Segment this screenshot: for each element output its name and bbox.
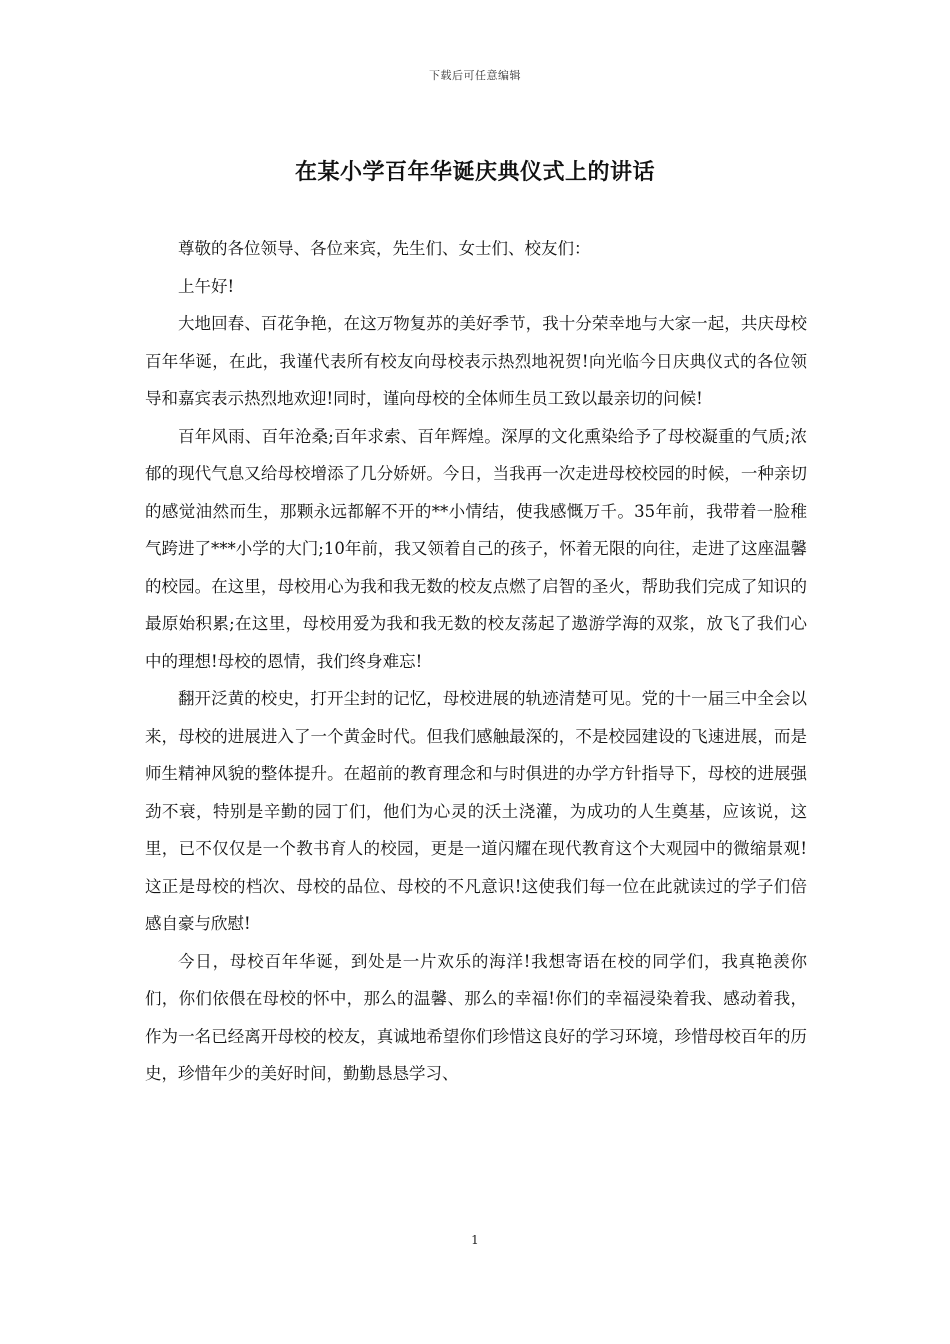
document-title: 在某小学百年华诞庆典仪式上的讲话 (294, 159, 655, 185)
paragraph: 百年风雨、百年沧桑;百年求索、百年辉煌。深厚的文化熏染给予了母校凝重的气质;浓郁的现代气息又给母校增添了几分娇妍。今日，当我再一次走进母校校园的时候，一种亲切的感觉油然而生，那颗永远都解不开的**小情结，使我感慨万千。35年前，我带着一脸稚气跨进了***小学的大门;10年前，我又领着自己的孩子，怀着无限的向往，走进了这座温馨的校园。在这里，母校用心为我和我无数的校友点燃了启智的圣火，帮助我们完成了知识的最原始积累;在这里，母校用爱为我和我无数的校友荡起了遨游学海的双浆，放飞了我们心中的理想!母校的恩情，我们终身难忘! (145, 426, 807, 671)
paragraph-greeting: 上午好! (178, 276, 235, 296)
paragraph: 大地回春、百花争艳，在这万物复苏的美好季节，我十分荣幸地与大家一起，共庆母校百年华诞，在此，我谨代表所有校友向母校表示热烈地祝贺!向光临今日庆典仪式的各位领导和嘉宾表示热烈地欢迎!同时，谨向母校的全体师生员工致以最亲切的问候! (145, 314, 807, 408)
paragraph: 今日，母校百年华诞，到处是一片欢乐的海洋!我想寄语在校的同学们，我真艳羡你们，你们依偎在母校的怀中，那么的温馨、那么的幸福!你们的幸福浸染着我、感动着我，作为一名已经离开母校的校友，真诚地希望你们珍惜这良好的学习环境，珍惜母校百年的历史，珍惜年少的美好时间，勤勤恳恳学习、 (145, 951, 807, 1083)
paragraph: 翻开泛黄的校史，打开尘封的记忆，母校进展的轨迹清楚可见。党的十一届三中全会以来，母校的进展进入了一个黄金时代。但我们感触最深的，不是校园建设的飞速进展，而是师生精神风貌的整体提升。在超前的教育理念和与时俱进的办学方针指导下，母校的进展强劲不衰，特别是辛勤的园丁们，他们为心灵的沃土浇灌，为成功的人生奠基，应该说，这里，已不仅仅是一个教书育人的校园，更是一道闪耀在现代教育这个大观园中的微缩景观!这正是母校的档次、母校的品位、母校的不凡意识!这使我们每一位在此就读过的学子们倍感自豪与欣慰! (145, 689, 807, 933)
page-number: 1 (471, 1233, 479, 1247)
header-note: 下载后可任意编辑 (429, 69, 521, 82)
document-body (145, 230, 807, 1093)
paragraph-salutation: 尊敬的各位领导、各位来宾，先生们、女士们、校友们： (178, 239, 591, 258)
